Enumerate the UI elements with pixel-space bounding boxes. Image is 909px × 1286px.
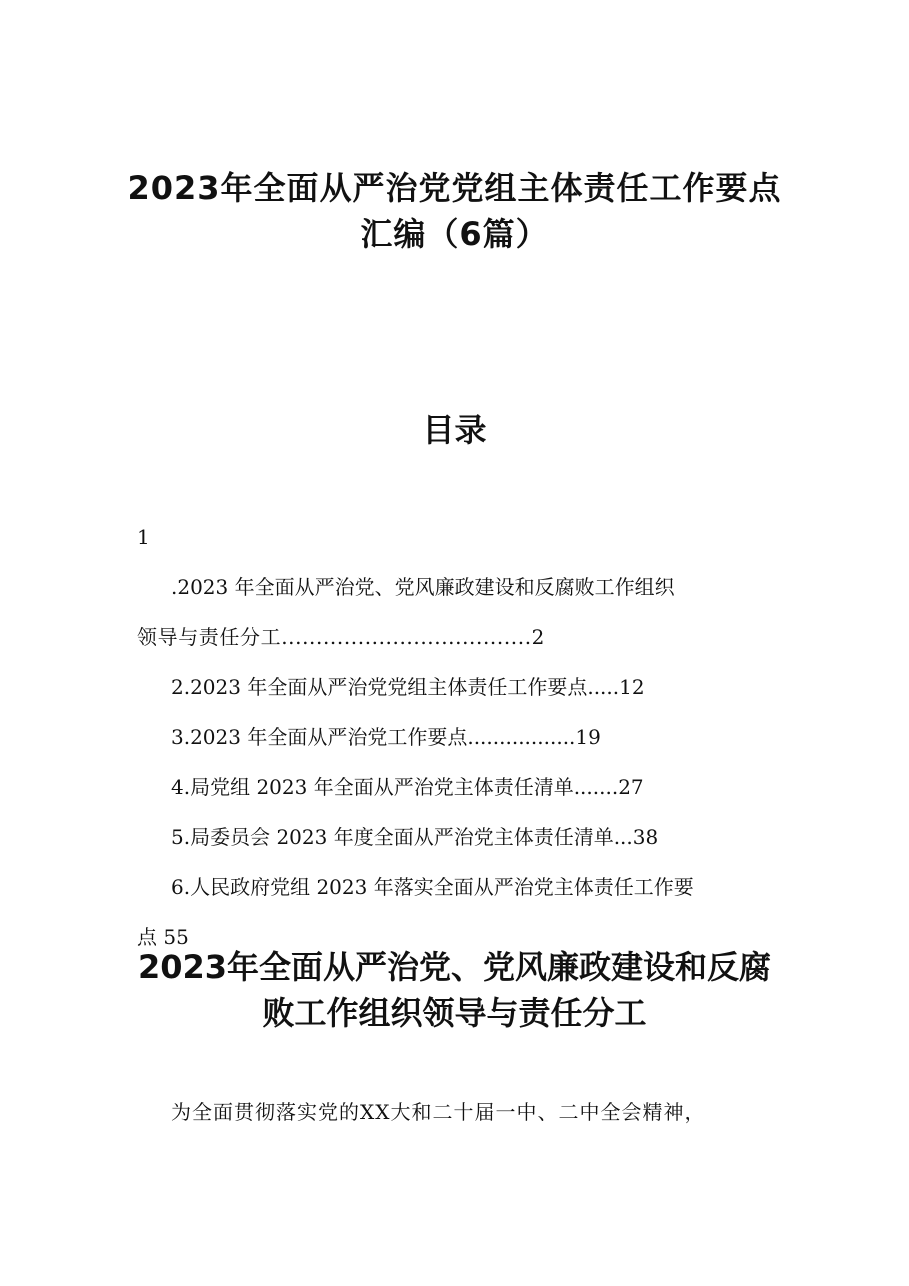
toc-entry-1-line-2[interactable]: 领导与责任分工....................................2 xyxy=(137,625,545,649)
toc-entry-2[interactable]: 2.2023 年全面从严治党党组主体责任工作要点.....12 xyxy=(171,675,645,699)
section-title-line-1: 2023年全面从严治党、党风廉政建设和反腐 xyxy=(137,948,772,986)
document-title-line-2: 汇编（6篇） xyxy=(360,215,549,253)
toc-heading: 目录 xyxy=(422,411,487,449)
table-of-contents xyxy=(137,512,797,962)
section-title xyxy=(60,944,849,1036)
document-title-line-1: 2023年全面从严治党党组主体责任工作要点 xyxy=(127,169,782,207)
toc-entry-1-line-1[interactable]: .2023 年全面从严治党、党风廉政建设和反腐败工作组织 xyxy=(171,575,675,599)
document-title xyxy=(60,165,849,257)
toc-line-number: 1 xyxy=(137,525,150,549)
toc-entry-5[interactable]: 5.局委员会 2023 年度全面从严治党主体责任清单...38 xyxy=(171,825,659,849)
section-title-line-2: 败工作组织领导与责任分工 xyxy=(262,994,647,1032)
toc-entry-4[interactable]: 4.局党组 2023 年全面从严治党主体责任清单.......27 xyxy=(171,775,644,799)
toc-entry-3[interactable]: 3.2023 年全面从严治党工作要点.................19 xyxy=(171,725,601,749)
toc-entry-6-line-2[interactable]: 点 55 xyxy=(137,925,189,949)
body-paragraph: 为全面贯彻落实党的XX大和二十届一中、二中全会精神， xyxy=(171,1100,706,1124)
toc-entry-6-line-1[interactable]: 6.人民政府党组 2023 年落实全面从严治党主体责任工作要 xyxy=(171,875,694,899)
